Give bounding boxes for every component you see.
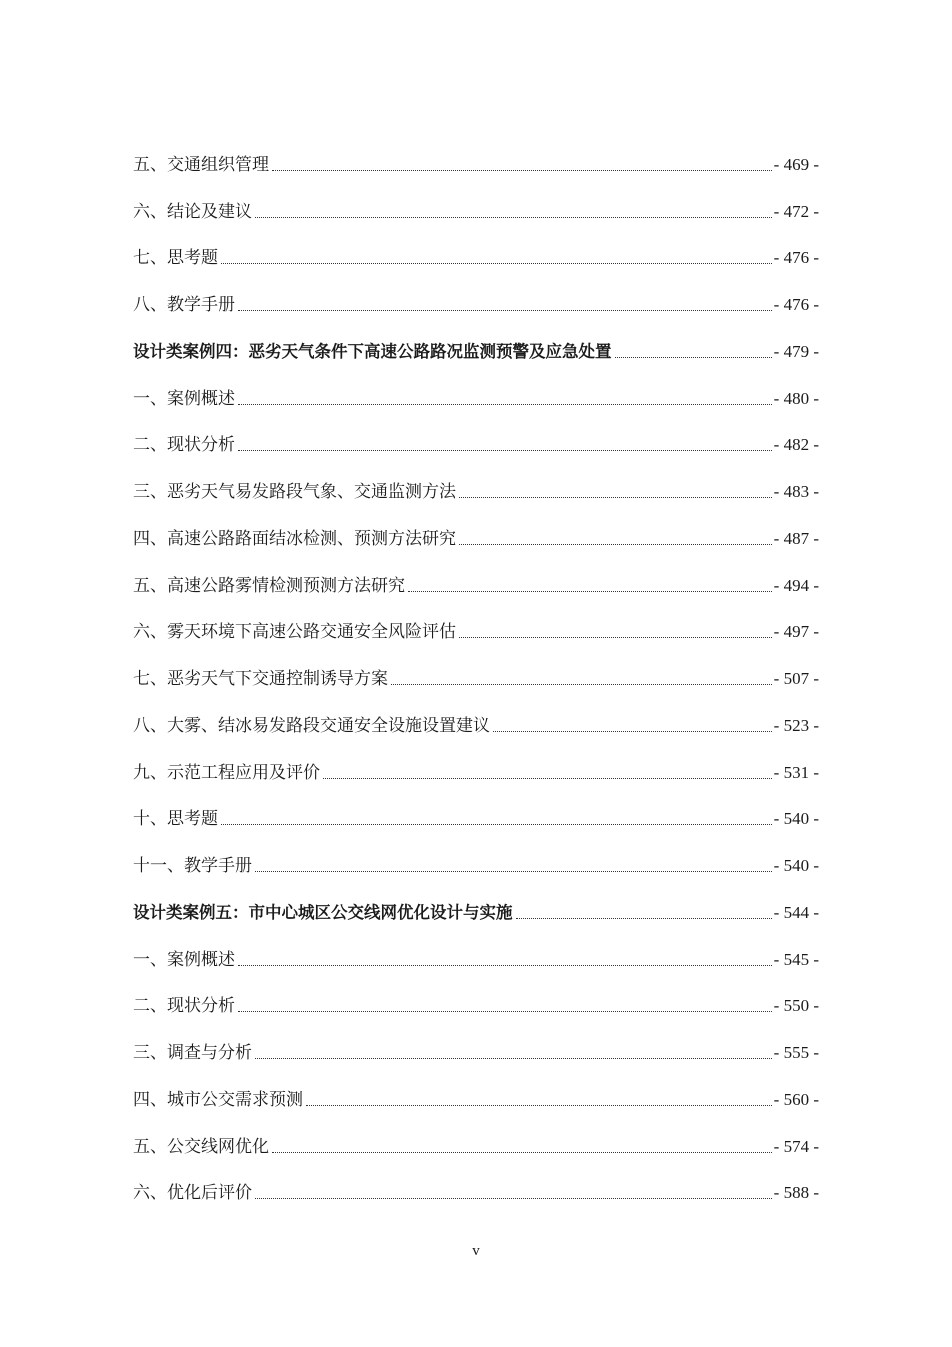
toc-entry-title: 七、恶劣天气下交通控制诱导方案 bbox=[133, 669, 388, 689]
toc-entry-title: 八、教学手册 bbox=[133, 295, 235, 315]
toc-entry[interactable] bbox=[133, 840, 819, 887]
toc-entry[interactable] bbox=[133, 560, 819, 607]
toc-entry-title: 一、案例概述 bbox=[133, 388, 235, 409]
toc-entry-title: 六、优化后评价 bbox=[133, 1183, 252, 1204]
toc-entry[interactable] bbox=[133, 1074, 819, 1121]
toc-entry-page: - 540 - bbox=[773, 809, 819, 829]
toc-entry[interactable] bbox=[133, 420, 819, 467]
toc-entry-title: 七、思考题 bbox=[133, 248, 218, 269]
toc-dot-leader bbox=[272, 170, 772, 171]
toc-entry[interactable] bbox=[133, 373, 819, 420]
toc-dot-leader bbox=[615, 357, 772, 358]
toc-dot-leader bbox=[221, 824, 772, 825]
toc-entry-page: - 487 - bbox=[773, 528, 819, 548]
toc-entry-title: 五、高速公路雾情检测预测方法研究 bbox=[133, 575, 405, 596]
toc-entry-title: 六、结论及建议 bbox=[133, 201, 252, 222]
toc-dot-leader bbox=[255, 217, 772, 218]
toc-entry-page: - 540 - bbox=[773, 856, 819, 875]
toc-dot-leader bbox=[516, 918, 772, 919]
toc-entry-page: - 494 - bbox=[773, 575, 819, 595]
toc-entry-page: - 555 - bbox=[773, 1043, 819, 1062]
toc-section-heading[interactable] bbox=[133, 887, 819, 934]
toc-entry[interactable] bbox=[133, 186, 819, 233]
toc-entry-page: - 550 - bbox=[773, 996, 819, 1016]
toc-entry[interactable] bbox=[133, 700, 819, 747]
toc-dot-leader bbox=[255, 1058, 772, 1059]
toc-entry-title: 六、雾天环境下高速公路交通安全风险评估 bbox=[133, 622, 456, 643]
toc-entry-title: 二、现状分析 bbox=[133, 996, 235, 1017]
toc-dot-leader bbox=[391, 684, 772, 685]
toc-entry[interactable] bbox=[133, 466, 819, 513]
toc-entry[interactable] bbox=[133, 279, 819, 326]
toc-entry[interactable] bbox=[133, 653, 819, 700]
toc-entry-page: - 483 - bbox=[773, 482, 819, 501]
toc-entry-title: 四、高速公路路面结冰检测、预测方法研究 bbox=[133, 528, 456, 549]
toc-entry-page: - 472 - bbox=[773, 201, 819, 221]
toc-dot-leader bbox=[255, 871, 772, 872]
toc-dot-leader bbox=[238, 965, 772, 966]
toc-entry[interactable] bbox=[133, 747, 819, 794]
toc-entry-title: 一、案例概述 bbox=[133, 949, 235, 970]
toc-dot-leader bbox=[459, 637, 772, 638]
toc-dot-leader bbox=[238, 310, 772, 311]
toc-entry[interactable] bbox=[133, 1027, 819, 1074]
toc-entry-title: 十一、教学手册 bbox=[133, 856, 252, 876]
toc-entry-page: - 544 - bbox=[773, 902, 819, 922]
toc-entry-title: 三、调查与分析 bbox=[133, 1043, 252, 1063]
toc-entry-page: - 560 - bbox=[773, 1089, 819, 1109]
toc-entry-page: - 523 - bbox=[773, 715, 819, 735]
toc-dot-leader bbox=[459, 497, 772, 498]
toc-entry-page: - 479 - bbox=[773, 341, 819, 361]
toc-dot-leader bbox=[238, 1011, 772, 1012]
toc-entry-page: - 482 - bbox=[773, 435, 819, 455]
toc-entry-page: - 469 - bbox=[773, 154, 819, 174]
toc-entry-page: - 545 - bbox=[773, 949, 819, 969]
toc-entry-title: 八、大雾、结冰易发路段交通安全设施设置建议 bbox=[133, 715, 490, 736]
toc-dot-leader bbox=[306, 1105, 772, 1106]
toc-entry[interactable] bbox=[133, 794, 819, 841]
toc-entry-title: 五、交通组织管理 bbox=[133, 154, 269, 175]
toc-entry-page: - 588 - bbox=[773, 1183, 819, 1203]
toc-dot-leader bbox=[272, 1152, 772, 1153]
toc-entry-title: 十、思考题 bbox=[133, 809, 218, 830]
page-number: v bbox=[472, 1243, 480, 1259]
toc-entry-title: 二、现状分析 bbox=[133, 435, 235, 456]
toc-entry-title: 九、示范工程应用及评价 bbox=[133, 762, 320, 783]
toc-entry-page: - 476 - bbox=[773, 295, 819, 314]
toc-dot-leader bbox=[459, 544, 772, 545]
table-of-contents bbox=[133, 139, 819, 1214]
toc-dot-leader bbox=[408, 591, 772, 592]
toc-entry[interactable] bbox=[133, 1168, 819, 1215]
toc-entry[interactable] bbox=[133, 233, 819, 280]
toc-entry-title: 设计类案例五：市中心城区公交线网优化设计与实施 bbox=[133, 902, 513, 922]
toc-entry-page: - 574 - bbox=[773, 1136, 819, 1156]
toc-entry-page: - 480 - bbox=[773, 388, 819, 408]
toc-dot-leader bbox=[493, 731, 772, 732]
toc-entry-title: 四、城市公交需求预测 bbox=[133, 1089, 303, 1110]
toc-entry[interactable] bbox=[133, 513, 819, 560]
toc-section-heading[interactable] bbox=[133, 326, 819, 373]
toc-entry[interactable] bbox=[133, 981, 819, 1028]
toc-entry[interactable] bbox=[133, 934, 819, 981]
toc-entry[interactable] bbox=[133, 1121, 819, 1168]
toc-dot-leader bbox=[238, 404, 772, 405]
toc-entry-page: - 497 - bbox=[773, 622, 819, 642]
toc-dot-leader bbox=[221, 263, 772, 264]
toc-entry[interactable] bbox=[133, 607, 819, 654]
toc-entry-title: 设计类案例四：恶劣天气条件下高速公路路况监测预警及应急处置 bbox=[133, 341, 612, 361]
toc-dot-leader bbox=[323, 778, 772, 779]
toc-dot-leader bbox=[238, 450, 772, 451]
toc-entry-page: - 476 - bbox=[773, 248, 819, 268]
toc-entry-page: - 507 - bbox=[773, 669, 819, 688]
toc-entry-page: - 531 - bbox=[773, 762, 819, 782]
toc-entry-title: 三、恶劣天气易发路段气象、交通监测方法 bbox=[133, 482, 456, 502]
toc-dot-leader bbox=[255, 1198, 772, 1199]
toc-entry-title: 五、公交线网优化 bbox=[133, 1136, 269, 1157]
toc-entry[interactable] bbox=[133, 139, 819, 186]
